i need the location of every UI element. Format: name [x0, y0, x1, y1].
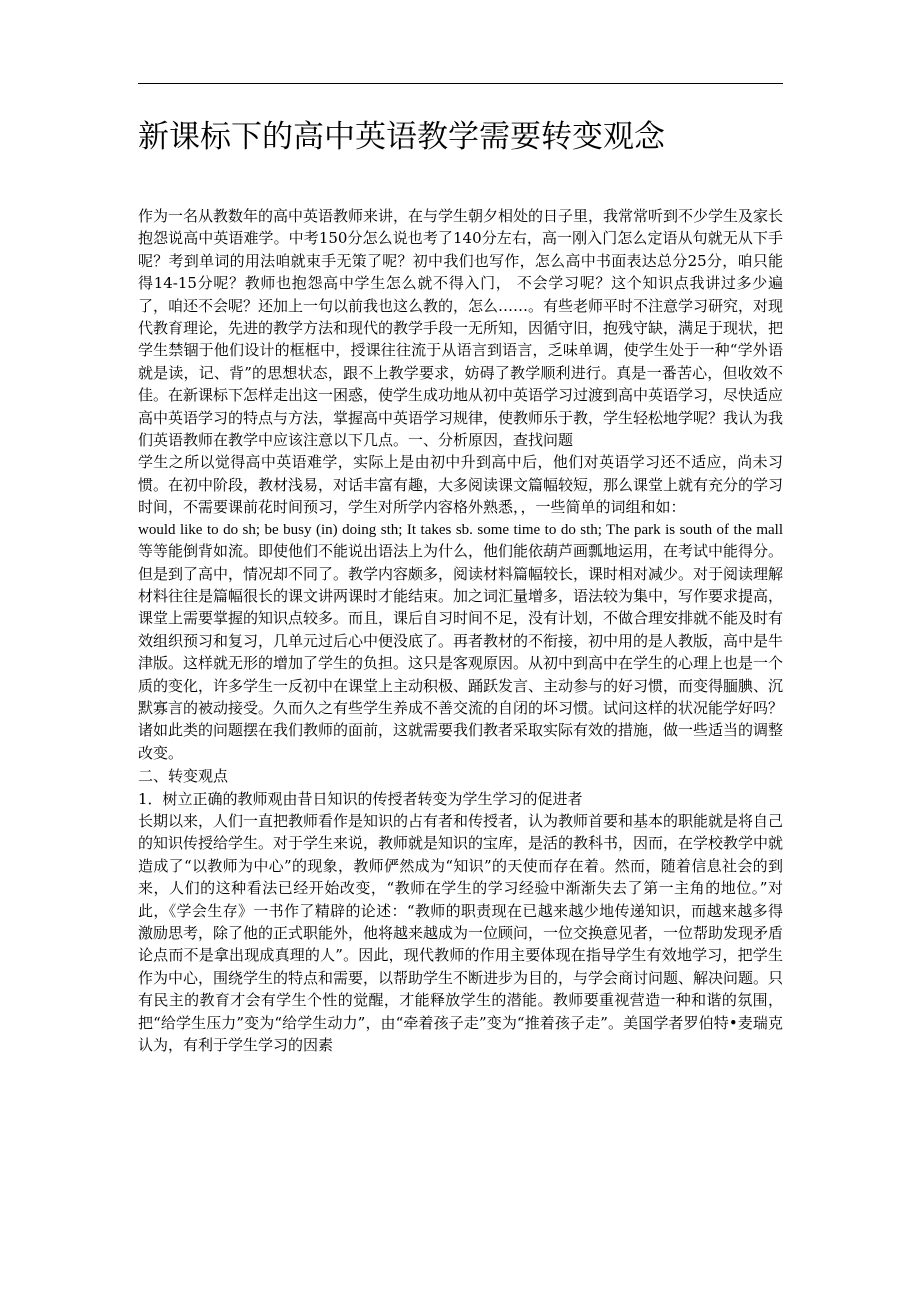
paragraph-analysis: 学生之所以觉得高中英语难学，实际上是由初中升到高中后，他们对英语学习还不适应，尚未习惯。在初中阶段，教材浅易，对话丰富有趣，大多阅读课文篇幅较短，那么课堂上就有充分的学习时间，不需要课前花时间预习，学生对所学内容格外熟悉，，一些简单的词组和如：: [138, 453, 784, 517]
document-body: [138, 205, 783, 1056]
paragraph-intro: 作为一名从教数年的高中英语教师来讲，在与学生朝夕相处的日子里，我常常听到不少学生及家长抱怨说高中英语难学。中考150分怎么说也考了140分左右，高一刚入门怎么定语从句就无从下手呢？考到单词的用法咱就束手无策了呢？初中我们也写作，怎么高中书面表达总分25分，咱只能得14-15分呢？教师也抱怨高中学生怎么就不得入门， 不会学习呢？这个知识点我讲过多少遍了，咱还不会呢？还加上一句以前我也这么教的，怎么……。有些老师平时不注意学习研究，对现代教育理论，先进的教学方法和现代的教学手段一无所知，因循守旧，抱残守缺，满足于现状，把学生禁锢于他们设计的框框中，授课往往流于从语言到语言，乏味单调，使学生处于一种“学外语就是读，记、背”的思想状态，跟不上教学要求，妨碍了教学顺利进行。真是一番苦心，但收效不佳。在新课标下怎样走出这一困惑，使学生成功地从初中英语学习过渡到高中英语学习，尽快适应高中英语学习的特点与方法，掌握高中英语学习规律，使教师乐于教，学生轻松地学呢？我认为我们英语教师在教学中应该注意以下几点。一、分析原因，查找问题: [138, 207, 784, 450]
header-rule: [138, 83, 783, 84]
document-page: [138, 0, 783, 1302]
section-heading-change-views: 二、转变观点: [138, 767, 229, 786]
paragraph-teacher-role: 长期以来，人们一直把教师看作是知识的占有者和传授者，认为教师首要和基本的职能就是将自己的知识传授给学生。对于学生来说，教师就是知识的宝库，是活的教科书，因而，在学校教学中就造成了“以教师为中心”的现象，教师俨然成为“知识”的天使而存在着。然而，随着信息社会的到来，人们的这种看法已经开始改变，“教师在学生的学习经验中渐渐失去了第一主角的地位。”对此，《学会生存》一书作了精辟的论述：“教师的职责现在已越来越少地传递知识，而越来越多得激励思考，除了他的正式职能外，他将越来越成为一位顾问，一位交换意见者，一位帮助发现矛盾论点而不是拿出现成真理的人”。因此，现代教师的作用主要体现在指导学生有效地学习，把学生作为中心，围绕学生的特点和需要，以帮助学生不断进步为目的，与学会商讨问题、解决问题。只有民主的教育才会有学生个性的觉醒，才能释放学生的潜能。教师要重视营造一种和谐的氛围，把“给学生压力”变为“给学生动力”，由“牵着孩子走”变为“推着孩子走”。美国学者罗伯特•麦瑞克认为，有利于学生学习的因素: [138, 811, 784, 1055]
document-title: 新课标下的高中英语教学需要转变观念: [138, 119, 665, 155]
subsection-heading-teacher-role: 1．树立正确的教师观由昔日知识的传授者转变为学生学习的促进者: [138, 789, 583, 808]
paragraph-examples: would like to do sh; be busy (in) doing sth; It takes sb. some time to do sth; The park is south of the mall 等等能倒背如流。即使他们不能说出语法上为什么，他们能依葫芦画瓢地运用，在考试中能得分。但是到了高中，情况却不同了。教学内容颇多，阅读材料篇幅较长，课时相对减少。对于阅读理解材料往往是篇幅很长的课文讲两课时才能结束。加之词汇量增多，语法较为集中，写作要求提高，课堂上需要掌握的知识点较多。而且，课后自习时间不足，没有计划，不做合理安排就不能及时有效组织预习和复习，几单元过后心中便没底了。再者教材的不衔接，初中用的是人教版，高中是牛津版。这样就无形的增加了学生的负担。这只是客观原因。从初中到高中在学生的心理上也是一个质的变化，许多学生一反初中在课堂上主动积极、踊跃发言、主动参与的好习惯，而变得腼腆、沉默寡言的被动接受。久而久之有些学生养成不善交流的自闭的坏习惯。试问这样的状况能学好吗？诸如此类的问题摆在我们教师的面前，这就需要我们教者采取实际有效的措施，做一些适当的调整改变。: [138, 521, 784, 762]
